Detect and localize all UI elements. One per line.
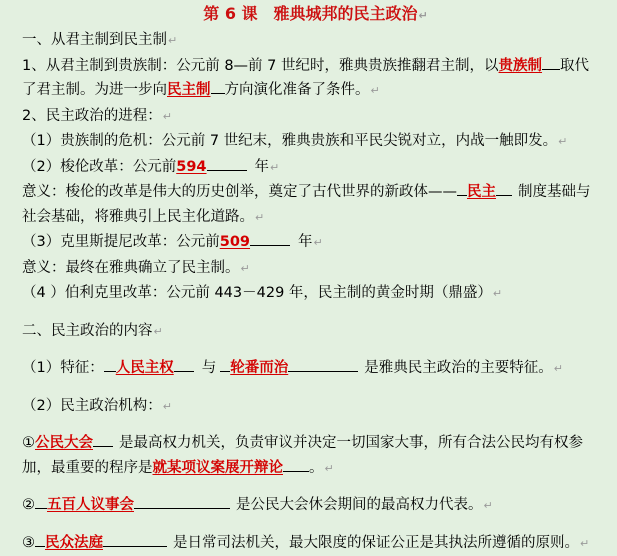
answer-aristocracy: 贵族制 bbox=[499, 58, 543, 74]
answer-solon-year: 594 bbox=[176, 159, 206, 175]
paragraph-mark: ↵ bbox=[419, 9, 428, 22]
blank-line bbox=[283, 457, 309, 472]
blank-line bbox=[542, 55, 560, 70]
answer-peoples-court: 民众法庭 bbox=[45, 535, 103, 551]
lesson-title: 第 6 课 雅典城邦的民主政治↵ bbox=[22, 2, 609, 28]
item-pericles-reform: （4 ）伯利克里改革：公元前 443－429 年，民主制的黄金时期（鼎盛）↵ bbox=[22, 281, 609, 307]
institution-assembly: ①公民大会 是最高权力机关，负责审议并决定一切国家大事，所有合法公民均有权参加，最重要的程序是就某项议案展开辩论 。↵ bbox=[22, 431, 602, 481]
answer-democracy-system: 民主制 bbox=[167, 82, 211, 98]
item-institutions: （2）民主政治机构：↵ bbox=[22, 394, 609, 420]
blank-line bbox=[35, 494, 47, 509]
blank-line bbox=[103, 532, 167, 547]
paragraph-mark: ↵ bbox=[255, 211, 264, 224]
paragraph-mark: ↵ bbox=[163, 400, 172, 413]
item-aristocracy-crisis: （1）贵族制的危机：公元前 7 世纪末，雅典贵族和平民尖锐对立，内战一触即发。↵ bbox=[22, 129, 609, 155]
solon-significance: 意义：梭伦的改革是伟大的历史创举，奠定了古代世界的新政体—— 民主 制度基础与社会基础，将雅典引上民主化道路。↵ bbox=[22, 180, 602, 230]
paragraph-mark: ↵ bbox=[241, 262, 250, 275]
spacer bbox=[22, 519, 609, 531]
spacer bbox=[22, 481, 609, 493]
blank-line bbox=[93, 432, 113, 447]
blank-line bbox=[288, 357, 358, 372]
paragraph-mark: ↵ bbox=[154, 325, 163, 338]
paragraph-mark: ↵ bbox=[558, 135, 567, 148]
answer-rotation-rule: 轮番而治 bbox=[230, 360, 288, 376]
spacer bbox=[22, 344, 609, 356]
blank-line bbox=[250, 231, 290, 246]
answer-democracy: 民主 bbox=[467, 184, 496, 200]
spacer bbox=[22, 382, 609, 394]
paragraph-mark: ↵ bbox=[314, 236, 323, 249]
cleisthenes-significance: 意义：最终在雅典确立了民主制。↵ bbox=[22, 256, 609, 282]
answer-debate: 就某项议案展开辩论 bbox=[153, 460, 284, 476]
item-cleisthenes-reform: （3）克里斯提尼改革：公元前509 年↵ bbox=[22, 230, 609, 256]
blank-line bbox=[35, 532, 45, 547]
paragraph-mark: ↵ bbox=[580, 537, 589, 550]
paragraph-mark: ↵ bbox=[163, 110, 172, 123]
paragraph-mark: ↵ bbox=[325, 462, 334, 475]
institution-council: ② 五百人议事会 是公民大会休会期间的最高权力代表。↵ bbox=[22, 493, 609, 519]
paragraph-mark: ↵ bbox=[270, 161, 279, 174]
paragraph-mark: ↵ bbox=[554, 362, 563, 375]
answer-cleisthenes-year: 509 bbox=[220, 234, 250, 250]
item-features: （1）特征： 人民主权 与 轮番而治 是雅典民主政治的主要特征。↵ bbox=[22, 356, 609, 382]
paragraph-mark: ↵ bbox=[484, 499, 493, 512]
answer-popular-sovereignty: 人民主权 bbox=[116, 360, 174, 376]
blank-line bbox=[104, 357, 116, 372]
blank-line bbox=[207, 156, 247, 171]
blank-line bbox=[134, 494, 230, 509]
blank-line bbox=[174, 357, 194, 372]
section-1-heading: 一、从君主制到民主制↵ bbox=[22, 28, 609, 54]
paragraph-monarchy-to-aristocracy: 1、从君主制到贵族制：公元前 8—前 7 世纪时，雅典贵族推翻君主制，以贵族制 取代了君主制。为进一步向民主制 方向演化准备了条件。↵ bbox=[22, 54, 602, 104]
paragraph-mark: ↵ bbox=[493, 287, 502, 300]
spacer bbox=[22, 419, 609, 431]
blank-line bbox=[220, 357, 230, 372]
paragraph-democracy-process: 2、民主政治的进程：↵ bbox=[22, 104, 609, 130]
blank-line bbox=[496, 181, 512, 196]
answer-citizens-assembly: 公民大会 bbox=[35, 435, 93, 451]
spacer bbox=[22, 307, 609, 319]
item-solon-reform: （2）梭伦改革：公元前594 年↵ bbox=[22, 155, 609, 181]
answer-council-500: 五百人议事会 bbox=[47, 497, 134, 513]
institution-court: ③ 民众法庭 是日常司法机关，最大限度的保证公正是其执法所遵循的原则。↵ bbox=[22, 531, 602, 556]
blank-line bbox=[457, 181, 467, 196]
blank-line bbox=[211, 79, 225, 94]
paragraph-mark: ↵ bbox=[168, 34, 177, 47]
paragraph-mark: ↵ bbox=[371, 84, 380, 97]
section-2-heading: 二、民主政治的内容↵ bbox=[22, 319, 609, 345]
